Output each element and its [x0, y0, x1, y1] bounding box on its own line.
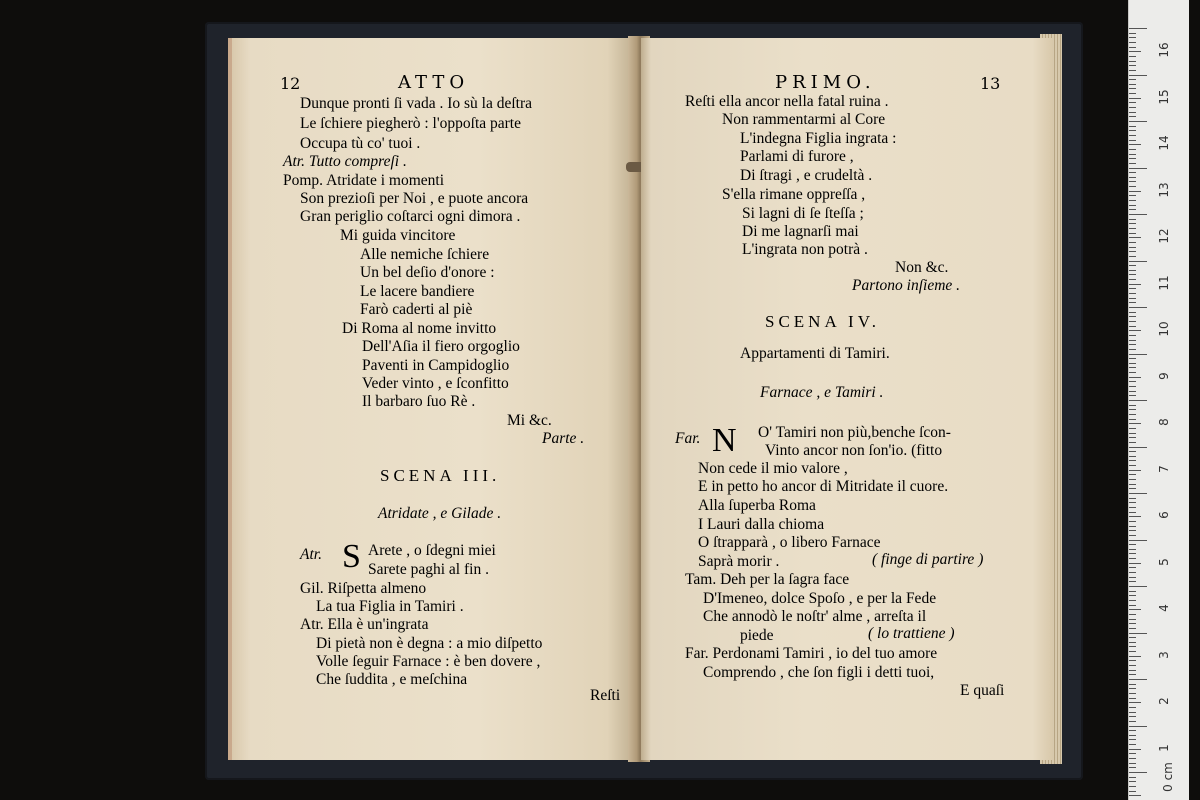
ruler-tick: [1129, 721, 1136, 722]
ruler-tick: [1129, 433, 1136, 434]
ruler-tick: [1129, 674, 1136, 675]
ruler-tick: [1129, 744, 1136, 745]
ruler-tick: [1129, 512, 1136, 513]
ruler-tick: [1129, 372, 1136, 373]
ruler-tick: [1129, 98, 1141, 99]
scene-3-line-8: Che ſuddita , e meſchina: [316, 671, 468, 688]
ruler-tick: [1129, 140, 1136, 141]
ruler-tick: [1129, 251, 1136, 252]
ruler-tick: [1129, 274, 1136, 275]
ruler-tick: [1129, 340, 1136, 341]
left-line-7: Gran periglio coſtarci ogni dimora .: [300, 208, 521, 225]
left-line-13: Di Roma al nome invitto: [342, 320, 497, 337]
ruler-tick: [1129, 572, 1136, 573]
ruler-tick: [1129, 716, 1136, 717]
ruler-tick: [1129, 777, 1136, 778]
right-line-3: L'indegna Figlia ingrata :: [740, 130, 897, 147]
right-line-7: Si lagni di ſe ſteſſa ;: [742, 205, 864, 222]
ruler-number: 4: [1157, 604, 1171, 613]
ruler-tick: [1129, 312, 1136, 313]
ruler-tick: [1129, 521, 1136, 522]
right-page-header: PRIMO.: [775, 72, 876, 93]
scene-4-line-10: D'Imeneo, dolce Spoſo , e per la Fede: [703, 590, 937, 607]
right-line-2: Non rammentarmi al Core: [722, 111, 886, 128]
scene-4-line-11: Che annodò le noſtr' alme , arreſta il: [703, 608, 927, 625]
scene-4-line-12: piede: [740, 627, 774, 644]
ruler-tick: [1129, 363, 1136, 364]
ruler-tick: [1129, 326, 1136, 327]
ruler-tick: [1129, 642, 1136, 643]
ruler-tick: [1129, 567, 1136, 568]
ruler-number: 9: [1157, 371, 1171, 380]
ruler-number: 10: [1157, 321, 1171, 337]
ruler-tick: [1129, 660, 1136, 661]
left-line-6: Son prezioſi per Noi , e puote ancora: [300, 190, 529, 207]
scene-3-line-4: La tua Figlia in Tamiri .: [316, 598, 464, 615]
ruler-tick: [1129, 75, 1147, 76]
ruler-tick: [1129, 195, 1136, 196]
ruler-tick: [1129, 409, 1136, 410]
left-line-16: Veder vinto , e ſconfitto: [362, 375, 509, 392]
left-line-2: Le ſchiere piegherò : l'oppoſta parte: [300, 115, 521, 132]
ruler-tick: [1129, 665, 1136, 666]
ruler-tick: [1129, 88, 1136, 89]
ruler-tick: [1129, 516, 1141, 517]
ruler-tick: [1129, 549, 1136, 550]
ruler-tick: [1129, 242, 1136, 243]
right-line-4: Parlami di furore ,: [740, 148, 854, 165]
left-line-3: Occupa tù co' tuoi .: [300, 135, 421, 152]
ruler-tick: [1129, 553, 1136, 554]
ruler-tick: [1129, 484, 1136, 485]
ruler-tick: [1129, 791, 1136, 792]
ruler-tick: [1129, 293, 1136, 294]
left-line-12: Farò caderti al piè: [360, 301, 473, 318]
ruler-tick: [1129, 395, 1136, 396]
ruler-tick: [1129, 419, 1136, 420]
ruler-tick: [1129, 623, 1136, 624]
ruler-tick: [1129, 688, 1136, 689]
ruler-tick: [1129, 437, 1136, 438]
scene-4-line-6: I Lauri dalla chioma: [698, 516, 825, 533]
ruler-tick: [1129, 460, 1136, 461]
scene-4-line-5: Alla ſuperba Roma: [698, 497, 816, 514]
ruler-tick: [1129, 247, 1136, 248]
ruler-number: 16: [1157, 42, 1171, 58]
ruler-tick: [1129, 330, 1141, 331]
ruler-tick: [1129, 214, 1147, 215]
ruler-tick: [1129, 707, 1136, 708]
ruler-number: 5: [1157, 557, 1171, 566]
ruler-tick: [1129, 726, 1147, 727]
ruler-tick: [1129, 470, 1141, 471]
ruler-tick: [1129, 265, 1136, 266]
ruler-tick: [1129, 609, 1141, 610]
ruler-tick: [1129, 33, 1136, 34]
left-line-9: Alle nemiche ſchiere: [360, 246, 490, 263]
ruler-tick: [1129, 558, 1136, 559]
ruler-tick: [1129, 526, 1136, 527]
ruler-tick: [1129, 651, 1136, 652]
ruler-tick: [1129, 646, 1136, 647]
ruler-tick: [1129, 56, 1136, 57]
ruler-tick: [1129, 335, 1136, 336]
ruler-tick: [1129, 702, 1141, 703]
ruler-tick: [1129, 595, 1136, 596]
ruler-tick: [1129, 358, 1136, 359]
right-line-6: S'ella rimane oppreſſa ,: [722, 186, 866, 203]
ruler-tick: [1129, 349, 1136, 350]
left-line-4: Atr. Tutto compreſi .: [283, 153, 407, 170]
ruler-number: 8: [1157, 418, 1171, 427]
ruler-tick: [1129, 633, 1147, 634]
ruler-tick: [1129, 130, 1136, 131]
scene-4-characters: Farnace , e Tamiri .: [760, 384, 884, 401]
scene-4-line-7: O ſtrapparà , o libero Farnace: [698, 534, 881, 551]
ruler-tick: [1129, 37, 1136, 38]
scene-4-stage-direction-2: ( lo trattiene ): [868, 625, 955, 642]
ruler-tick: [1129, 712, 1136, 713]
right-line-11: Partono inſieme .: [852, 277, 961, 294]
ruler-tick: [1129, 381, 1136, 382]
right-line-8: Di me lagnarſi mai: [742, 223, 859, 240]
ruler-tick: [1129, 93, 1136, 94]
ruler-tick: [1129, 730, 1136, 731]
scene-3-line-1: Arete , o ſdegni miei: [368, 542, 496, 559]
ruler-tick: [1129, 451, 1136, 452]
ruler-number: 12: [1157, 228, 1171, 244]
ruler-tick: [1129, 530, 1136, 531]
ruler-tick: [1129, 540, 1147, 541]
ruler-tick: [1129, 414, 1136, 415]
ruler-tick: [1129, 112, 1136, 113]
left-line-1: Dunque pronti ſi vada . Io sù la deſtra: [300, 95, 533, 112]
ruler-tick: [1129, 753, 1136, 754]
ruler-tick: [1129, 442, 1136, 443]
right-page-number: 13: [980, 74, 1001, 93]
ruler-number: 13: [1157, 182, 1171, 198]
scene-4-line-4: E in petto ho ancor di Mitridate il cuore.: [698, 478, 949, 495]
ruler-tick: [1129, 144, 1141, 145]
ruler-tick: [1129, 200, 1136, 201]
ruler-tick: [1129, 61, 1136, 62]
ruler-tick: [1129, 735, 1136, 736]
ruler-tick: [1129, 535, 1136, 536]
ruler-tick: [1129, 209, 1136, 210]
left-line-11: Le lacere bandiere: [360, 283, 475, 300]
ruler-tick: [1129, 447, 1147, 448]
ruler-number: 1: [1157, 743, 1171, 752]
ruler-tick: [1129, 154, 1136, 155]
scene-4-drop-cap: N: [712, 422, 737, 459]
right-line-1: Reſti ella ancor nella fatal ruina .: [685, 93, 889, 110]
scene-3-line-7: Volle ſeguir Farnace : è ben dovere ,: [316, 653, 541, 670]
scene-4-line-9: Tam. Deh per la ſagra face: [685, 571, 850, 588]
measuring-ruler: [1128, 0, 1189, 800]
ruler-tick: [1129, 428, 1136, 429]
left-page-header: ATTO: [398, 72, 470, 93]
scene-4-title: SCENA IV.: [765, 312, 881, 331]
ruler-number: 14: [1157, 135, 1171, 151]
ruler-tick: [1129, 614, 1136, 615]
ruler-tick: [1129, 577, 1136, 578]
ruler-tick: [1129, 205, 1136, 206]
left-line-18: Mi &c.: [507, 412, 552, 429]
ruler-tick: [1129, 423, 1141, 424]
ruler-tick: [1129, 786, 1136, 787]
ruler-tick: [1129, 405, 1136, 406]
ruler-tick: [1129, 386, 1136, 387]
scene-3-title: SCENA III.: [380, 466, 501, 485]
ruler-tick: [1129, 698, 1136, 699]
ruler-tick: [1129, 544, 1136, 545]
ruler-tick: [1129, 149, 1136, 150]
ruler-tick: [1129, 400, 1147, 401]
ruler-tick: [1129, 391, 1136, 392]
scene-4-line-14: Comprendo , che ſon figli i detti tuoi,: [703, 664, 935, 681]
ruler-tick: [1129, 42, 1136, 43]
ruler-tick: [1129, 619, 1136, 620]
ruler-number: 6: [1157, 511, 1171, 520]
scene-3-drop-cap: S: [342, 538, 361, 575]
ruler-tick: [1129, 163, 1136, 164]
ruler-tick: [1129, 270, 1136, 271]
ruler-tick: [1129, 795, 1141, 796]
ruler-tick: [1129, 488, 1136, 489]
ruler-tick: [1129, 79, 1136, 80]
ruler-tick: [1129, 344, 1136, 345]
scene-4-line-2: Vinto ancor non ſon'io. (fitto: [765, 442, 943, 459]
left-line-17: Il barbaro ſuo Rè .: [362, 393, 476, 410]
ruler-tick: [1129, 679, 1147, 680]
ruler-tick: [1129, 367, 1136, 368]
ruler-tick: [1129, 28, 1147, 29]
scene-3-line-2: Sarete paghi al fin .: [368, 561, 489, 578]
ruler-tick: [1129, 586, 1147, 587]
scene-3-line-3: Gil. Riſpetta almeno: [300, 580, 427, 597]
scene-3-line-5: Atr. Ella è un'ingrata: [300, 616, 429, 633]
ruler-tick: [1129, 749, 1141, 750]
ruler-tick: [1129, 186, 1136, 187]
scene-3-line-6: Di pietà non è degna : a mio diſpetto: [316, 635, 543, 652]
scene-4-stage-direction-1: ( finge di partire ): [872, 551, 984, 568]
ruler-tick: [1129, 628, 1136, 629]
ruler-tick: [1129, 321, 1136, 322]
ruler-tick: [1129, 456, 1136, 457]
ruler-tick: [1129, 581, 1136, 582]
ruler-tick: [1129, 219, 1136, 220]
ruler-tick: [1129, 474, 1136, 475]
ruler-tick: [1129, 498, 1136, 499]
left-line-15: Paventi in Campidoglio: [362, 357, 510, 374]
scene-4-line-15: E quaſi: [960, 682, 1005, 699]
ruler-tick: [1129, 600, 1136, 601]
ruler-tick: [1129, 693, 1136, 694]
ruler-tick: [1129, 354, 1147, 355]
ruler-tick: [1129, 121, 1147, 122]
scene-3-speaker-atr: Atr.: [300, 546, 322, 563]
ruler-tick: [1129, 591, 1136, 592]
ruler-tick: [1129, 51, 1141, 52]
left-line-5: Pomp. Atridate i momenti: [283, 172, 445, 189]
ruler-tick: [1129, 261, 1147, 262]
ruler-tick: [1129, 177, 1136, 178]
scene-4-setting: Appartamenti di Tamiri.: [740, 345, 890, 362]
ruler-tick: [1129, 107, 1136, 108]
right-line-5: Di ſtragi , e crudeltà .: [740, 167, 873, 184]
right-line-9: L'ingrata non potrà .: [742, 241, 868, 258]
ruler-tick: [1129, 65, 1136, 66]
ruler-tick: [1129, 116, 1136, 117]
ruler-tick: [1129, 307, 1147, 308]
left-line-19: Parte .: [542, 430, 585, 447]
scene-4-line-3: Non cede il mio valore ,: [698, 460, 848, 477]
ruler-number: 11: [1157, 275, 1171, 291]
ruler-number: 15: [1157, 89, 1171, 105]
ruler-tick: [1129, 502, 1136, 503]
scene-4-speaker-far: Far.: [675, 430, 701, 447]
ruler-tick: [1129, 684, 1136, 685]
ruler-tick: [1129, 228, 1136, 229]
ruler-tick: [1129, 223, 1136, 224]
ruler-tick: [1129, 84, 1136, 85]
ruler-tick: [1129, 158, 1136, 159]
ruler-tick: [1129, 739, 1136, 740]
ruler-tick: [1129, 563, 1141, 564]
ruler-tick: [1129, 237, 1141, 238]
ruler-number: 7: [1157, 464, 1171, 473]
ruler-tick: [1129, 168, 1147, 169]
ruler-tick: [1129, 284, 1141, 285]
ruler-tick: [1129, 670, 1136, 671]
scene-4-line-13: Far. Perdonami Tamiri , io del tuo amore: [685, 645, 938, 662]
ruler-tick: [1129, 772, 1147, 773]
ruler-tick: [1129, 763, 1136, 764]
ruler-tick: [1129, 781, 1136, 782]
ruler-tick: [1129, 767, 1136, 768]
ruler-number: 3: [1157, 650, 1171, 659]
ruler-number: 2: [1157, 697, 1171, 706]
left-line-10: Un bel deſio d'onore :: [360, 264, 495, 281]
scene-4-line-1: O' Tamiri non più,benche ſcon-: [758, 424, 951, 441]
ruler-tick: [1129, 507, 1136, 508]
left-line-14: Dell'Aſia il fiero orgoglio: [362, 338, 520, 355]
ruler-tick: [1129, 493, 1147, 494]
ruler-tick: [1129, 279, 1136, 280]
scene-4-line-8: Saprà morir .: [698, 553, 780, 570]
scene-3-characters: Atridate , e Gilade .: [378, 505, 502, 522]
ruler-tick: [1129, 135, 1136, 136]
ruler-tick: [1129, 479, 1136, 480]
ruler-tick: [1129, 637, 1136, 638]
ruler-tick: [1129, 288, 1136, 289]
right-line-10: Non &c.: [895, 259, 949, 276]
ruler-tick: [1129, 377, 1141, 378]
ruler-tick: [1129, 298, 1136, 299]
ruler-tick: [1129, 758, 1136, 759]
ruler-tick: [1129, 102, 1136, 103]
ruler-tick: [1129, 465, 1136, 466]
ruler-tick: [1129, 70, 1136, 71]
left-catchword: Reſti: [590, 687, 621, 704]
ruler-unit-label: 0 cm: [1160, 762, 1175, 792]
left-line-8: Mi guida vincitore: [340, 227, 456, 244]
ruler-tick: [1129, 605, 1136, 606]
ruler-tick: [1129, 191, 1141, 192]
ruler-tick: [1129, 233, 1136, 234]
ruler-tick: [1129, 656, 1141, 657]
ruler-tick: [1129, 302, 1136, 303]
ruler-tick: [1129, 256, 1136, 257]
ruler-tick: [1129, 126, 1136, 127]
ruler-tick: [1129, 172, 1136, 173]
ruler-tick: [1129, 47, 1136, 48]
ruler-tick: [1129, 316, 1136, 317]
ruler-tick: [1129, 181, 1136, 182]
left-page-number: 12: [280, 74, 301, 93]
